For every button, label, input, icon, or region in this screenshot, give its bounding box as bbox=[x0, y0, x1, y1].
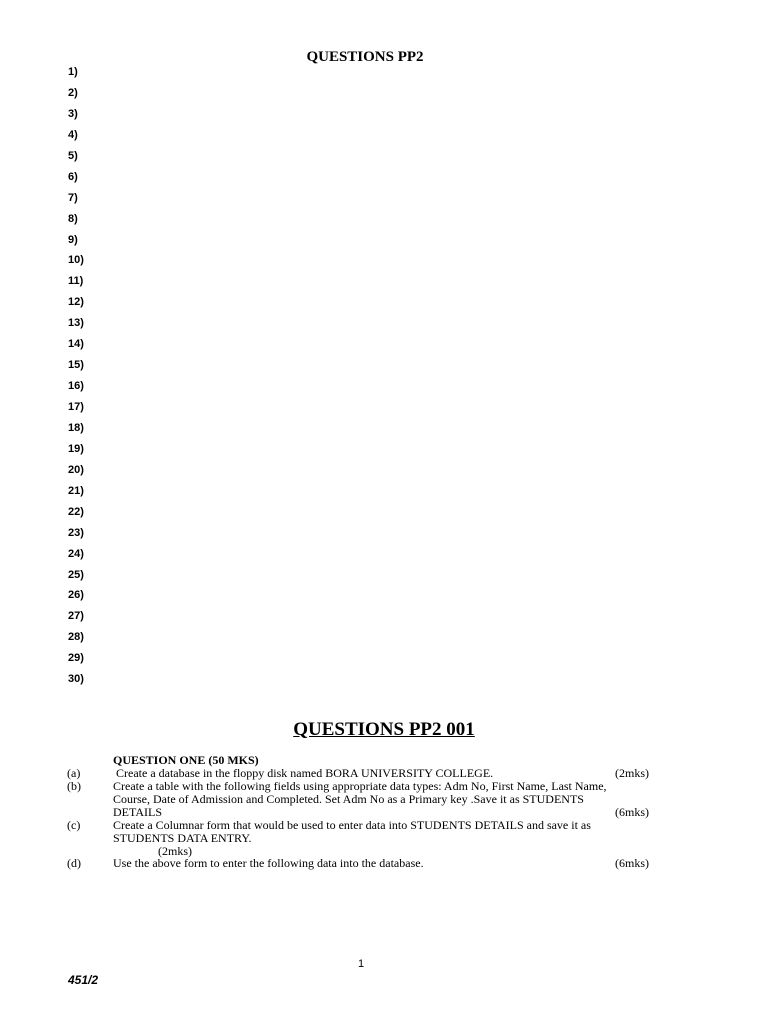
item-label: (c) bbox=[67, 818, 81, 832]
list-number: 26) bbox=[68, 589, 84, 602]
list-number: 19) bbox=[68, 442, 84, 455]
list-number: 18) bbox=[68, 421, 84, 434]
list-number: 29) bbox=[68, 652, 84, 665]
item-label: (d) bbox=[67, 856, 81, 870]
list-number: 23) bbox=[68, 526, 84, 539]
item-marks: (6mks) bbox=[615, 805, 649, 819]
list-number: 12) bbox=[68, 296, 84, 309]
list-number: 28) bbox=[68, 631, 84, 644]
question-heading: QUESTION ONE (50 MKS) bbox=[113, 753, 259, 767]
item-label: (b) bbox=[67, 779, 81, 793]
list-number: 30) bbox=[68, 673, 84, 686]
item-label: (a) bbox=[67, 766, 81, 780]
list-number: 17) bbox=[68, 401, 84, 413]
list-number: 15) bbox=[68, 359, 84, 372]
item-text: Use the above form to enter the following data into the database. bbox=[113, 856, 424, 870]
item-text: Create a Columnar form that would be used to enter data into STUDENTS DETAILS and save it as STUDENTS DATA ENTRY. bbox=[113, 818, 591, 845]
footer-code: 451/2 bbox=[68, 973, 99, 987]
item-marks: (6mks) bbox=[615, 856, 649, 870]
item-text: Create a database in the floppy disk named BORA UNIVERSITY COLLEGE. bbox=[113, 766, 494, 780]
list-number: 25) bbox=[68, 568, 84, 581]
item-marks: (2mks) bbox=[615, 766, 649, 780]
list-number: 2) bbox=[68, 86, 78, 99]
list-number: 5) bbox=[68, 149, 78, 162]
list-number: 20) bbox=[68, 463, 84, 476]
list-number: 1) bbox=[68, 66, 78, 78]
list-number: 4) bbox=[68, 128, 78, 141]
list-number: 14) bbox=[68, 338, 84, 351]
list-number: 7) bbox=[68, 191, 78, 204]
page-number: 1 bbox=[357, 958, 365, 970]
list-number: 3) bbox=[68, 107, 78, 120]
list-number: 22) bbox=[68, 505, 84, 518]
list-number: 24) bbox=[68, 547, 84, 560]
page-title: QUESTIONS PP2 bbox=[306, 49, 424, 65]
section-title: QUESTIONS PP2 001 bbox=[293, 719, 475, 740]
list-number: 8) bbox=[68, 212, 78, 225]
item-text: Create a table with the following fields using appropriate data types: Adm No, First Name, Last Name, Course, Date of Admission and Completed. Set Adm No as a Primary key .Save it as STUDENTS DETAILS bbox=[113, 779, 607, 819]
list-number: 27) bbox=[68, 610, 84, 623]
list-number: 9) bbox=[68, 233, 78, 246]
list-number: 13) bbox=[68, 317, 84, 330]
item-marks: (2mks) bbox=[158, 844, 192, 858]
list-number: 21) bbox=[68, 484, 84, 497]
list-number: 10) bbox=[68, 254, 84, 267]
list-number: 6) bbox=[68, 170, 78, 183]
list-number: 11) bbox=[68, 275, 84, 288]
numbered-list bbox=[68, 62, 84, 690]
list-number: 16) bbox=[68, 380, 84, 393]
